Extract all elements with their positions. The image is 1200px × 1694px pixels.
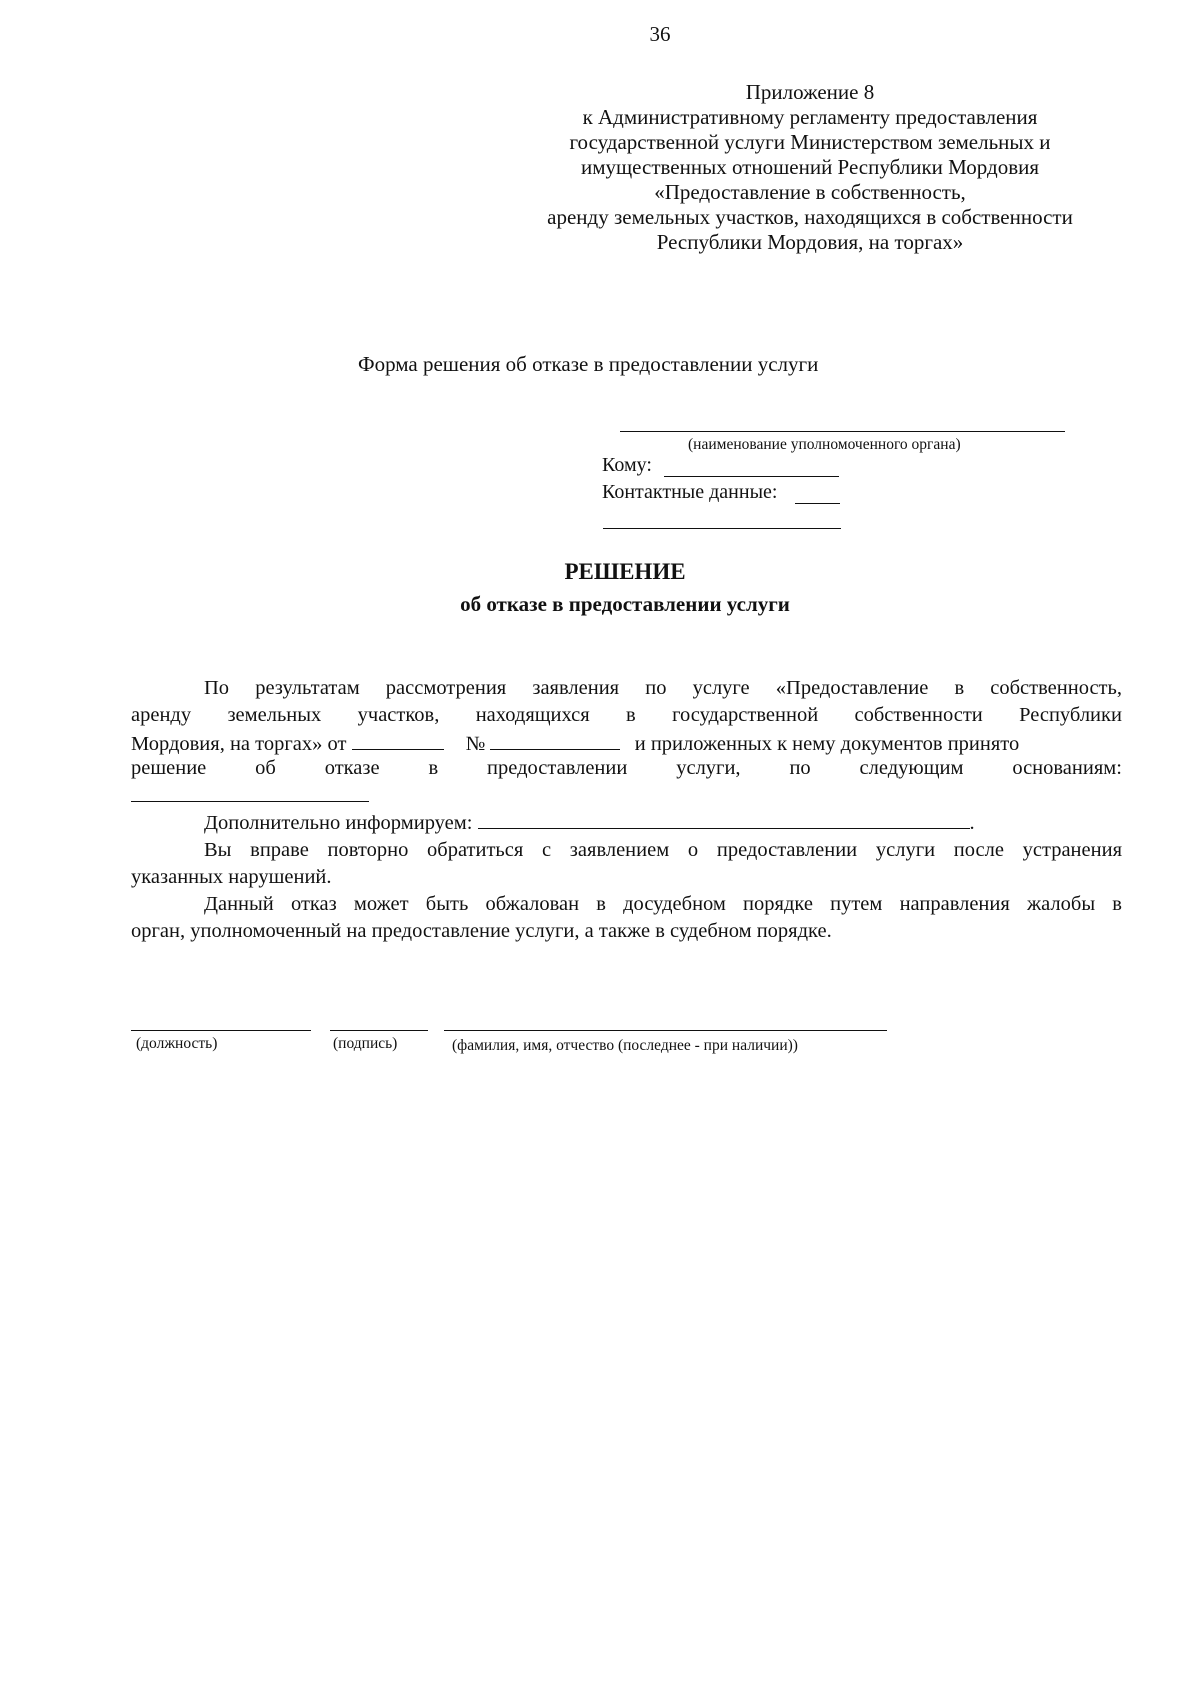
word: основаниям: (1012, 757, 1122, 779)
appendix-line: Республики Мордовия, на торгах» (656, 230, 964, 254)
body-text: Мордовия, на торгах» от (131, 733, 347, 755)
body-text: По результатам рассмотрения заявления по услуге «Предоставление в собственность, (204, 677, 1122, 699)
appendix-line: аренду земельных участков, находящихся в собственности (547, 205, 1073, 229)
paragraph-1-line-4 (131, 757, 1122, 780)
recipient-contacts-label: Контактные данные: (602, 481, 778, 503)
appendix-line: к Административному регламенту предоставления (582, 105, 1038, 129)
word: услуги, (676, 757, 741, 779)
authority-name-line (620, 431, 1065, 432)
recipient-to-line (664, 476, 839, 477)
paragraph-1-line-3 (131, 731, 1019, 756)
paragraph-2-line-1: Вы вправе повторно обратиться с заявлением о предоставлении услуги после устранения (204, 839, 1122, 861)
signature-caption: (подпись) (333, 1035, 398, 1052)
word: в (428, 757, 439, 779)
page-number: 36 (649, 22, 671, 46)
decision-subtitle: об отказе в предоставлении услуги (460, 592, 790, 616)
paragraph-2-line-2: указанных нарушений. (131, 866, 332, 888)
appendix-header (520, 80, 1100, 255)
word: земельных (227, 704, 322, 726)
word: предоставлении (487, 757, 628, 779)
number-blank (490, 731, 620, 750)
paragraph-3-line-1: Данный отказ может быть обжалован в досудебном порядке путем направления жалобы в (204, 893, 1122, 915)
word: в (626, 704, 636, 726)
word: участков, (357, 704, 440, 726)
word: об (255, 757, 276, 779)
name-line (444, 1030, 887, 1031)
form-title: Форма решения об отказе в предоставлении услуги (358, 352, 819, 376)
recipient-contacts-line-2 (603, 528, 841, 529)
appendix-line: государственной услуги Министерством земельных и (569, 130, 1051, 154)
number-sign: № (465, 733, 486, 755)
word: собственности (854, 704, 983, 726)
appendix-line: имущественных отношений Республики Мордовия (580, 155, 1040, 179)
paragraph-1-line-1 (204, 677, 1122, 700)
position-line (131, 1030, 311, 1031)
word: аренду (131, 704, 192, 726)
appendix-line: «Предоставление в собственность, (654, 180, 966, 204)
recipient-contacts-line (795, 503, 840, 504)
word: отказе (324, 757, 380, 779)
additional-blank (478, 810, 970, 829)
date-blank (352, 731, 444, 750)
name-caption: (фамилия, имя, отчество (последнее - при наличии)) (452, 1037, 798, 1054)
word: Республики (1019, 704, 1122, 726)
word: государственной (672, 704, 819, 726)
word: решение (131, 757, 207, 779)
paragraph-3-line-2: орган, уполномоченный на предоставление услуги, а также в судебном порядке. (131, 920, 832, 942)
paragraph-1-line-2 (131, 704, 1122, 727)
body-text: и приложенных к нему документов принято (634, 733, 1020, 755)
additional-info-line (204, 810, 975, 835)
position-caption: (должность) (136, 1035, 218, 1052)
appendix-line: Приложение 8 (745, 80, 875, 104)
word: по (789, 757, 811, 779)
authority-caption: (наименование уполномоченного органа) (688, 436, 961, 453)
word: находящихся (475, 704, 590, 726)
signature-line (330, 1030, 428, 1031)
decision-title: РЕШЕНИЕ (564, 559, 686, 584)
word: следующим (859, 757, 964, 779)
grounds-blank (131, 801, 369, 802)
additional-label: Дополнительно информируем: (204, 812, 473, 834)
recipient-to-label: Кому: (602, 454, 652, 476)
additional-end: . (969, 812, 975, 834)
